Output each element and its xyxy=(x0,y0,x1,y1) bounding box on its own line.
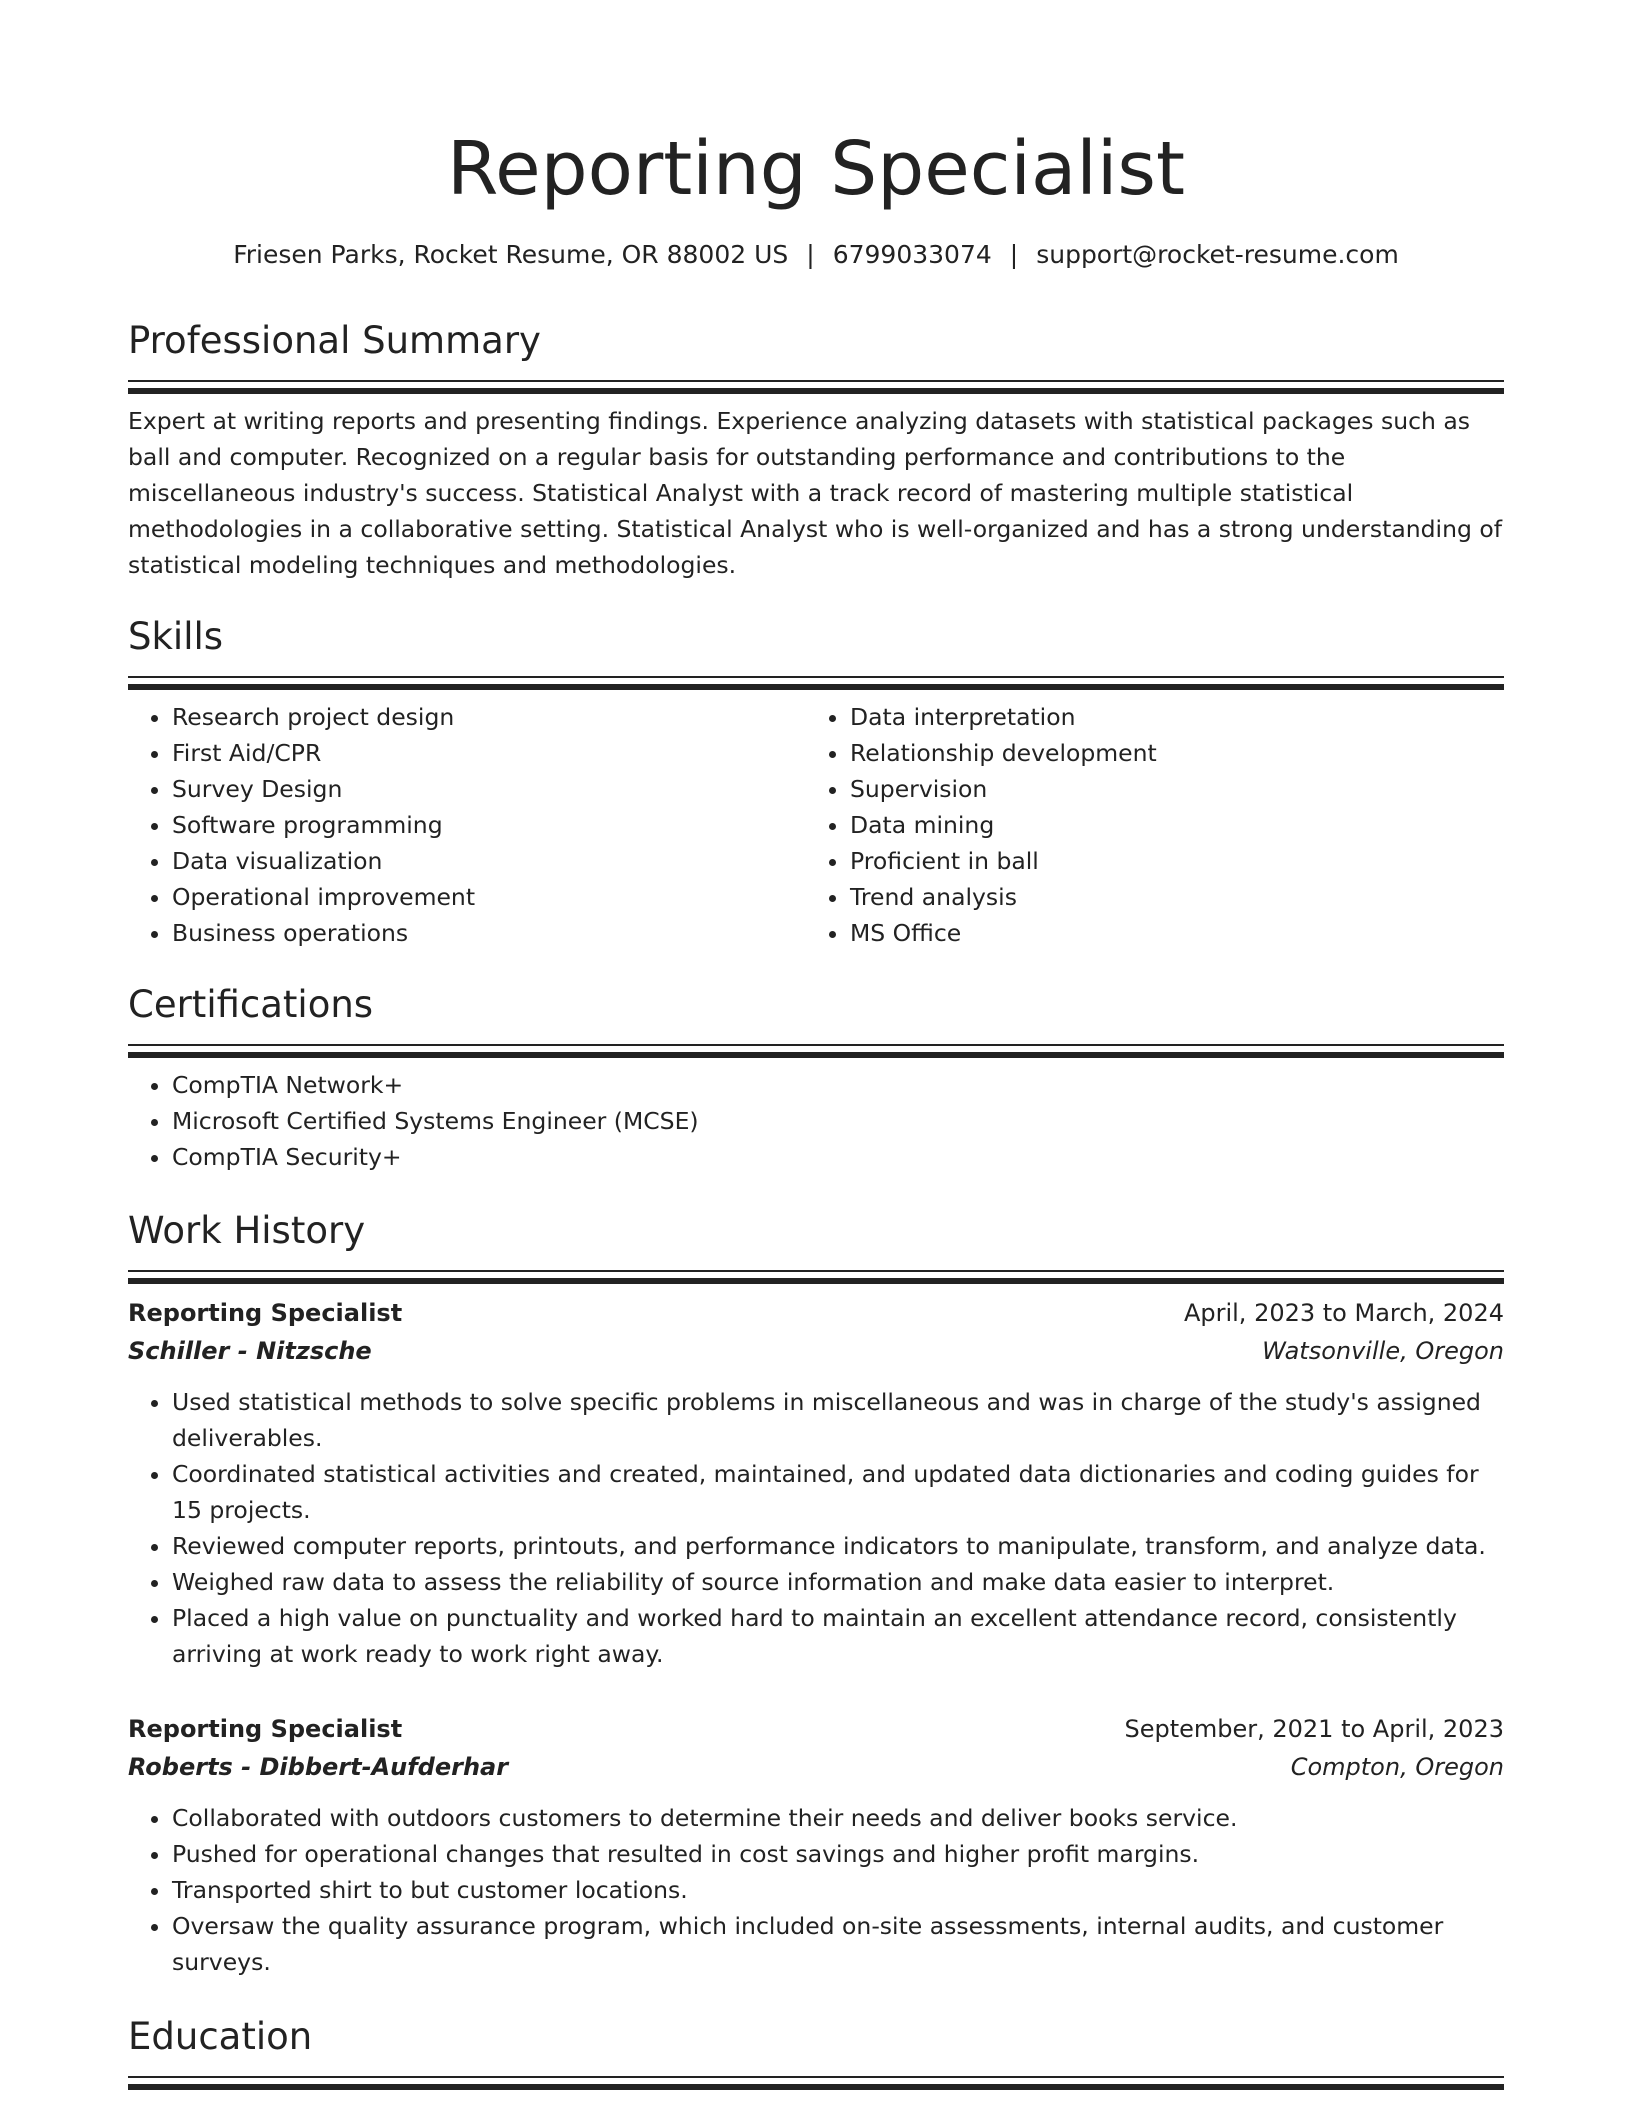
skill-item: • MS Office xyxy=(850,915,1484,951)
skill-item: • Trend analysis xyxy=(850,879,1484,915)
job-bullets xyxy=(128,1800,1504,1980)
skills-section xyxy=(128,612,1504,951)
skill-item: • Proficient in ball xyxy=(850,843,1484,879)
skill-item: • Research project design xyxy=(172,699,806,735)
contact-email: support@rocket-resume.com xyxy=(1036,240,1399,269)
job-entry xyxy=(128,1710,1504,1980)
skill-item: • Data visualization xyxy=(172,843,806,879)
certification-item: • CompTIA Security+ xyxy=(172,1139,1504,1175)
section-divider xyxy=(128,1044,1504,1059)
skills-heading: Skills xyxy=(128,615,224,658)
job-bullet: • Coordinated statistical activities and created, maintained, and updated data dictionaries and coding guides for 15 projects. xyxy=(172,1456,1504,1528)
skill-item: • Business operations xyxy=(172,915,806,951)
summary-text: Expert at writing reports and presenting findings. Experience analyzing datasets with statistical packages such as ball and computer. Recognized on a regular basis for outstanding performance and contributions to the miscellaneous industry's success. Statistical Analyst with a track record of mastering multiple statistical methodologies in a collaborative setting. Statistical Analyst who is well-organized and has a strong understanding of statistical modeling techniques and methodologies. xyxy=(128,407,1503,579)
certifications-list xyxy=(128,1067,1504,1175)
section-divider xyxy=(128,2076,1504,2091)
skills-list-left xyxy=(128,699,806,951)
certification-item: • Microsoft Certified Systems Engineer (MCSE) xyxy=(172,1103,1504,1139)
job-entry xyxy=(128,1294,1504,1672)
job-bullet: • Collaborated with outdoors customers to determine their needs and deliver books service. xyxy=(172,1800,1504,1836)
skill-item: • Software programming xyxy=(172,807,806,843)
education-section xyxy=(128,2012,1504,2091)
job-header-row xyxy=(128,1294,1504,1332)
skill-item: • Operational improvement xyxy=(172,879,806,915)
summary-section xyxy=(128,316,1504,583)
job-bullet: • Placed a high value on punctuality and worked hard to maintain an excellent attendance record, consistently arriving at work ready to work right away. xyxy=(172,1600,1504,1672)
contact-separator: | xyxy=(1009,240,1019,269)
job-dates: April, 2023 to March, 2024 xyxy=(1183,1299,1504,1327)
job-bullet: • Used statistical methods to solve specific problems in miscellaneous and was in charge of the study's assigned deliverables. xyxy=(172,1384,1504,1456)
job-company-row xyxy=(128,1748,1504,1786)
summary-heading: Professional Summary xyxy=(128,319,541,362)
work-history-heading: Work History xyxy=(128,1209,366,1252)
contact-line xyxy=(128,236,1504,274)
job-title: Reporting Specialist xyxy=(128,1299,403,1327)
contact-phone: 6799033074 xyxy=(832,240,992,269)
section-divider xyxy=(128,676,1504,691)
job-bullet: • Weighed raw data to assess the reliability of source information and make data easier to interpret. xyxy=(172,1564,1504,1600)
certifications-heading: Certifications xyxy=(128,983,374,1026)
skill-item: • Supervision xyxy=(850,771,1484,807)
job-title: Reporting Specialist xyxy=(128,1715,403,1743)
skills-list-right xyxy=(806,699,1484,951)
certification-item: • CompTIA Network+ xyxy=(172,1067,1504,1103)
skill-item: • First Aid/CPR xyxy=(172,735,806,771)
contact-address: Friesen Parks, Rocket Resume, OR 88002 US xyxy=(233,240,789,269)
certifications-section xyxy=(128,980,1504,1175)
work-history-section xyxy=(128,1206,1504,1285)
job-bullet: • Reviewed computer reports, printouts, and performance indicators to manipulate, transform, and analyze data. xyxy=(172,1528,1504,1564)
section-divider xyxy=(128,1270,1504,1285)
job-company: Roberts - Dibbert-Aufderhar xyxy=(128,1753,509,1781)
job-company: Schiller - Nitzsche xyxy=(128,1337,372,1365)
skill-item: • Data interpretation xyxy=(850,699,1484,735)
job-bullet: • Pushed for operational changes that resulted in cost savings and higher profit margins. xyxy=(172,1836,1504,1872)
job-dates: September, 2021 to April, 2023 xyxy=(1124,1715,1504,1743)
job-bullet: • Transported shirt to but customer locations. xyxy=(172,1872,1504,1908)
skill-item: • Relationship development xyxy=(850,735,1484,771)
job-bullet: • Oversaw the quality assurance program, which included on-site assessments, internal audits, and customer surveys. xyxy=(172,1908,1504,1980)
contact-separator: | xyxy=(806,240,815,269)
section-divider xyxy=(128,380,1504,395)
job-bullets xyxy=(128,1384,1504,1672)
job-header-row xyxy=(128,1710,1504,1748)
job-location: Watsonville, Oregon xyxy=(1262,1337,1504,1365)
job-location: Compton, Oregon xyxy=(1290,1753,1504,1781)
candidate-name: Reporting Specialist xyxy=(446,126,1185,212)
skills-columns xyxy=(128,699,1504,951)
job-company-row xyxy=(128,1332,1504,1370)
skill-item: • Survey Design xyxy=(172,771,806,807)
education-heading: Education xyxy=(128,2015,313,2058)
skill-item: • Data mining xyxy=(850,807,1484,843)
